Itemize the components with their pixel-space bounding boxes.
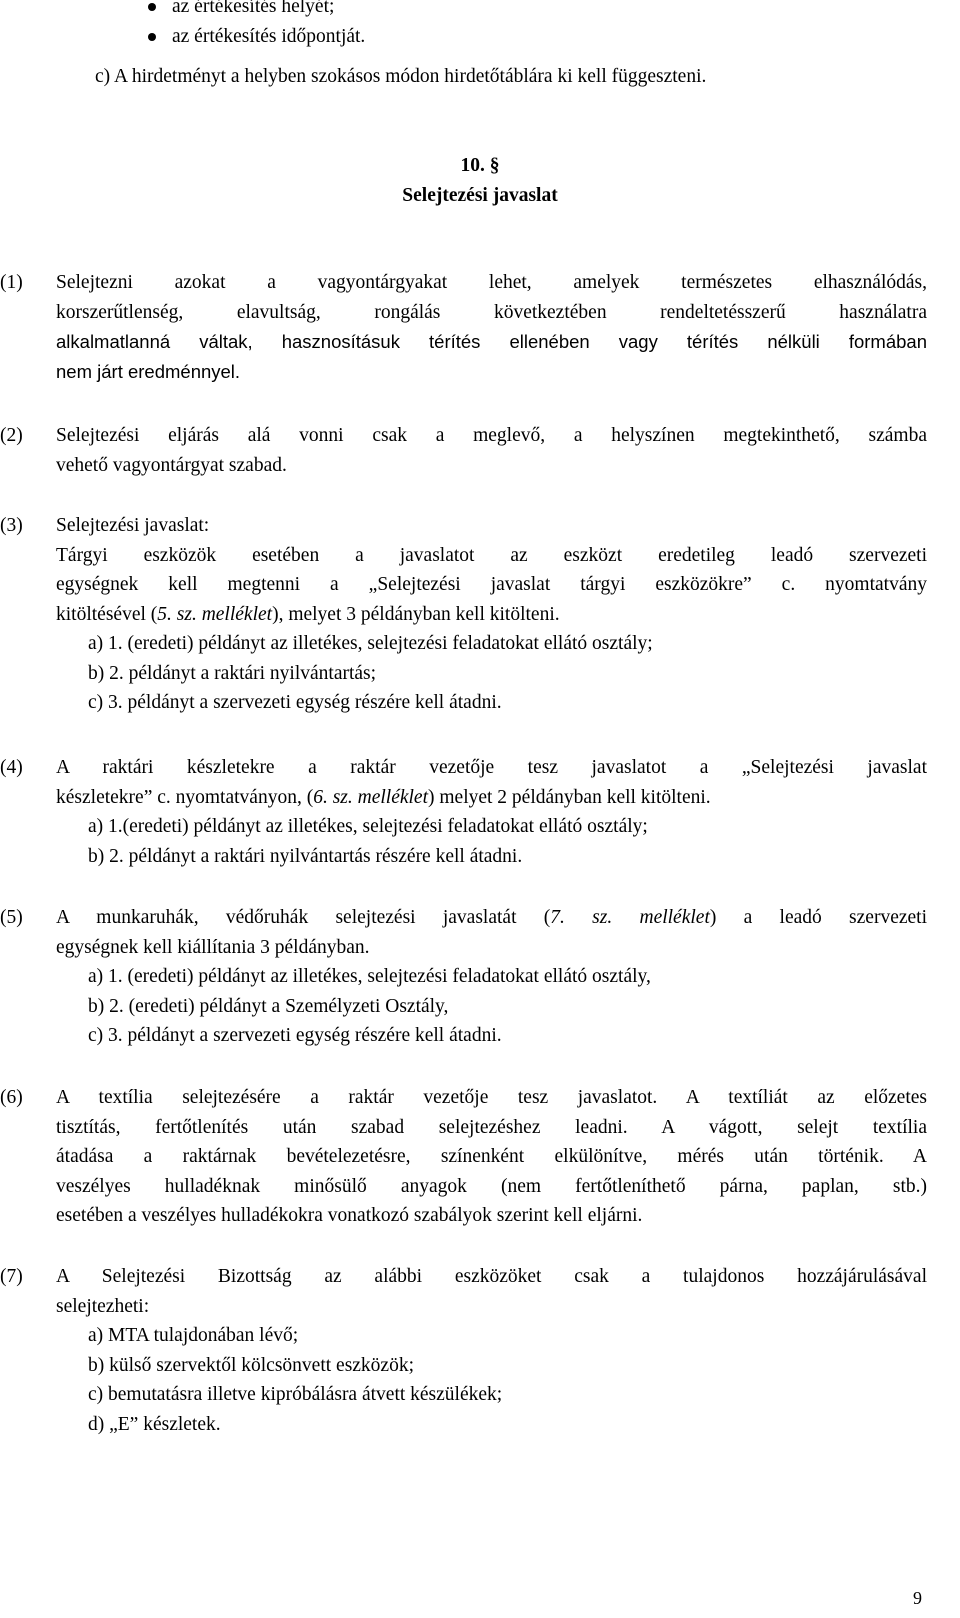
list-item: az értékesítés helyét;	[148, 0, 365, 22]
paragraph-number: (4)	[0, 757, 23, 778]
bullet-icon	[148, 33, 156, 41]
page-number: 9	[913, 1588, 922, 1608]
list-item: a) 1. (eredeti) példányt az illetékes, selejtezési feladatokat ellátó osztály,	[88, 966, 651, 987]
list-item: b) 2. (eredeti) példányt a Személyzeti Osztály,	[88, 995, 449, 1017]
list-item: a) MTA tulajdonában lévő;	[88, 1325, 299, 1346]
paragraph-2: (2) Selejtezési eljárás alá vonni csak a meglevő, a helyszínen megtekinthető, számba vehető vagyontárgyat szabad.	[56, 421, 927, 480]
section-title: Selejtezési javaslat	[402, 185, 558, 206]
list-item: a) 1.(eredeti) példányt az illetékes, selejtezési feladatokat ellátó osztály;	[88, 816, 648, 837]
paragraph-5: (5) A munkaruhák, védőruhák selejtezési javaslatát (7. sz. melléklet) a leadó szervezeti egységnek kell kiállítania 3 példányban. a) 1. (eredeti) példányt az illetékes, selejtezési feladatokat ellátó osztály, b) 2. (eredeti) példányt a Személyzeti Osztály, c) 3. példányt a szervezeti egység részére kell átadni.	[56, 903, 927, 1051]
list-item: d) „E” készletek.	[88, 1413, 221, 1435]
item-c: c) A hirdetményt a helyben szokásos módon hirdetőtáblára ki kell függeszteni.	[95, 66, 707, 87]
paragraph-number: (2)	[0, 425, 23, 446]
paragraph-number: (5)	[0, 907, 23, 928]
paragraph-6: (6) A textília selejtezésére a raktár vezetője tesz javaslatot. A textíliát az előzetes tisztítás, fertőtlenítés után szabad selejtezéshez leadni. A vágott, selejt textília átadása a raktárnak bevételezetésre, színenként elkülönítve, mérés után történik. A veszélyes hulladéknak minősülő anyagok (nem fertőtleníthető párna, paplan, stb.) esetében a veszélyes hulladékokra vonatkozó szabályok szerint kell eljárni.	[56, 1083, 927, 1231]
paragraph-number: (6)	[0, 1087, 23, 1108]
paragraph-4: (4) A raktári készletekre a raktár vezetője tesz javaslatot a „Selejtezési javaslat készletekre” c. nyomtatványon, (6. sz. melléklet) melyet 2 példányban kell kitölteni. a) 1.(eredeti) példányt az illetékes, selejtezési feladatokat ellátó osztály; b) 2. példányt a raktári nyilvántartás részére kell átadni.	[56, 753, 927, 871]
list-item: az értékesítés időpontját.	[148, 22, 365, 52]
list-item: a) 1. (eredeti) példányt az illetékes, selejtezési feladatokat ellátó osztály;	[88, 633, 653, 654]
paragraph-1: (1) Selejtezni azokat a vagyontárgyakat lehet, amelyek természetes elhasználódás, korszerűtlenség, elavultság, rongálás következtében rendeltetésszerű használatra alkalmatlanná váltak, hasznosításuk térítés ellenében vagy térítés nélküli formában nem járt eredménnyel.	[56, 268, 927, 386]
list-item: b) külső szervektől kölcsönvett eszközök;	[88, 1354, 415, 1376]
list-item: c) bemutatásra illetve kipróbálásra átvett készülékek;	[88, 1384, 503, 1405]
section-sign-icon: §	[489, 155, 500, 176]
paragraph-3: (3) Selejtezési javaslat: Tárgyi eszközök esetében a javaslatot az eszközt eredetileg leadó szervezeti egységnek kell megtenni a „Selejtezési javaslat tárgyi eszközökre” c. nyomtatvány kitöltésével (5. sz. melléklet), melyet 3 példányban kell kitölteni. a) 1. (eredeti) példányt az illetékes, selejtezési feladatokat ellátó osztály; b) 2. példányt a raktári nyilvántartás; c) 3. példányt a szervezeti egység részére kell átadni.	[56, 511, 927, 718]
list-item: c) 3. példányt a szervezeti egység részére kell átadni.	[88, 1025, 502, 1046]
paragraph-number: (7)	[0, 1266, 23, 1287]
section-number: 10. §	[460, 155, 500, 176]
bullet-list	[148, 0, 365, 52]
paragraph-7: (7) A Selejtezési Bizottság az alábbi eszközöket csak a tulajdonos hozzájárulásával selejtezheti: a) MTA tulajdonában lévő; b) külső szervektől kölcsönvett eszközök; c) bemutatásra illetve kipróbálásra átvett készülékek; d) „E” készletek.	[56, 1262, 927, 1439]
paragraph-number: (3)	[0, 515, 23, 536]
list-item: b) 2. példányt a raktári nyilvántartás részére kell átadni.	[88, 845, 523, 867]
bullet-icon	[148, 3, 156, 11]
paragraph-number: (1)	[0, 272, 23, 293]
list-item: c) 3. példányt a szervezeti egység részére kell átadni.	[88, 692, 502, 713]
list-item: b) 2. példányt a raktári nyilvántartás;	[88, 662, 377, 684]
